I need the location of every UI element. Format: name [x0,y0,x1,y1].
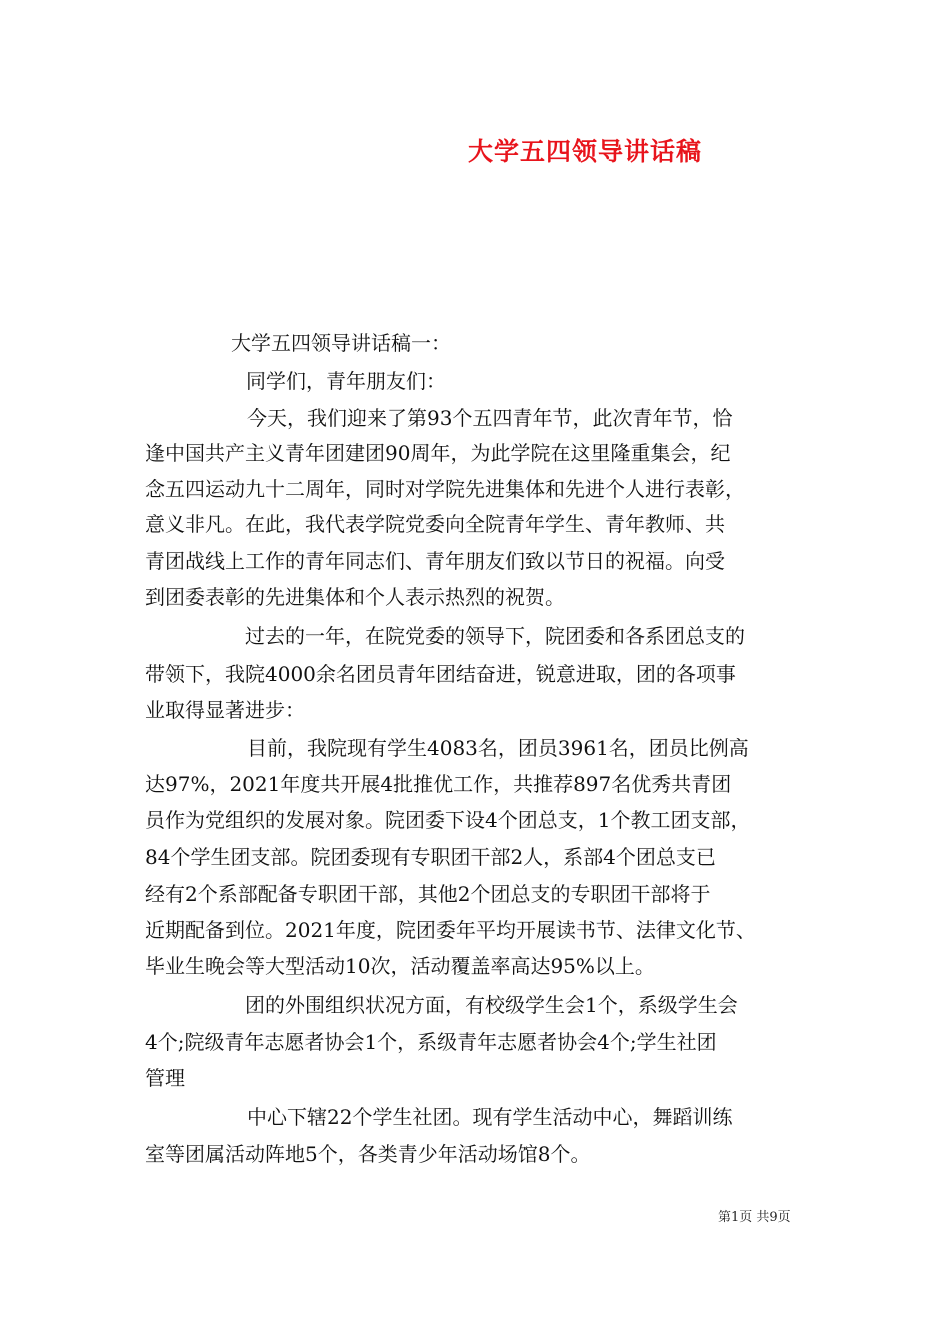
paragraph-line: 带领下，我院4000余名团员青年团结奋进，锐意进取，团的各项事 [145,662,736,686]
paragraph-line: 过去的一年，在院党委的领导下，院团委和各系团总支的 [245,624,745,648]
paragraph-line: 84个学生团支部。院团委现有专职团干部2人，系部4个团总支已 [145,845,716,869]
section-heading: 大学五四领导讲话稿一： [231,331,451,355]
paragraph-line: 逢中国共产主义青年团建团90周年，为此学院在这里隆重集会，纪 [145,441,731,465]
paragraph-line: 4个;院级青年志愿者协会1个，系级青年志愿者协会4个;学生社团 [145,1030,717,1054]
paragraph-line: 员作为党组织的发展对象。院团委下设4个团总支，1个教工团支部， [145,808,751,832]
paragraph-line: 业取得显著进步： [145,698,305,722]
paragraph-line: 中心下辖22个学生社团。现有学生活动中心，舞蹈训练 [247,1105,733,1129]
paragraph-line: 青团战线上工作的青年同志们、青年朋友们致以节日的祝福。向受 [145,549,725,573]
document-title: 大学五四领导讲话稿 [468,137,703,166]
paragraph-line: 念五四运动九十二周年，同时对学院先进集体和先进个人进行表彰， [145,477,745,501]
paragraph-line: 毕业生晚会等大型活动10次，活动覆盖率高达95%以上。 [145,954,655,978]
page-number: 第1页 共9页 [718,1210,791,1225]
paragraph-line: 意义非凡。在此，我代表学院党委向全院青年学生、青年教师、共 [145,512,725,536]
paragraph-line: 达97%，2021年度共开展4批推优工作，共推荐897名优秀共青团 [145,772,732,796]
paragraph-line: 团的外围组织状况方面，有校级学生会1个，系级学生会 [245,993,738,1017]
paragraph-line: 室等团属活动阵地5个，各类青少年活动场馆8个。 [145,1142,591,1166]
paragraph-line: 到团委表彰的先进集体和个人表示热烈的祝贺。 [145,585,565,609]
paragraph-line: 经有2个系部配备专职团干部，其他2个团总支的专职团干部将于 [145,882,711,906]
paragraph-line: 管理 [145,1066,185,1090]
paragraph-line: 目前，我院现有学生4083名，团员3961名，团员比例高 [247,736,749,760]
paragraph-line: 近期配备到位。2021年度，院团委年平均开展读书节、法律文化节、 [145,918,756,942]
paragraph-line: 今天，我们迎来了第93个五四青年节，此次青年节，恰 [247,406,733,430]
salutation: 同学们，青年朋友们： [246,369,446,393]
